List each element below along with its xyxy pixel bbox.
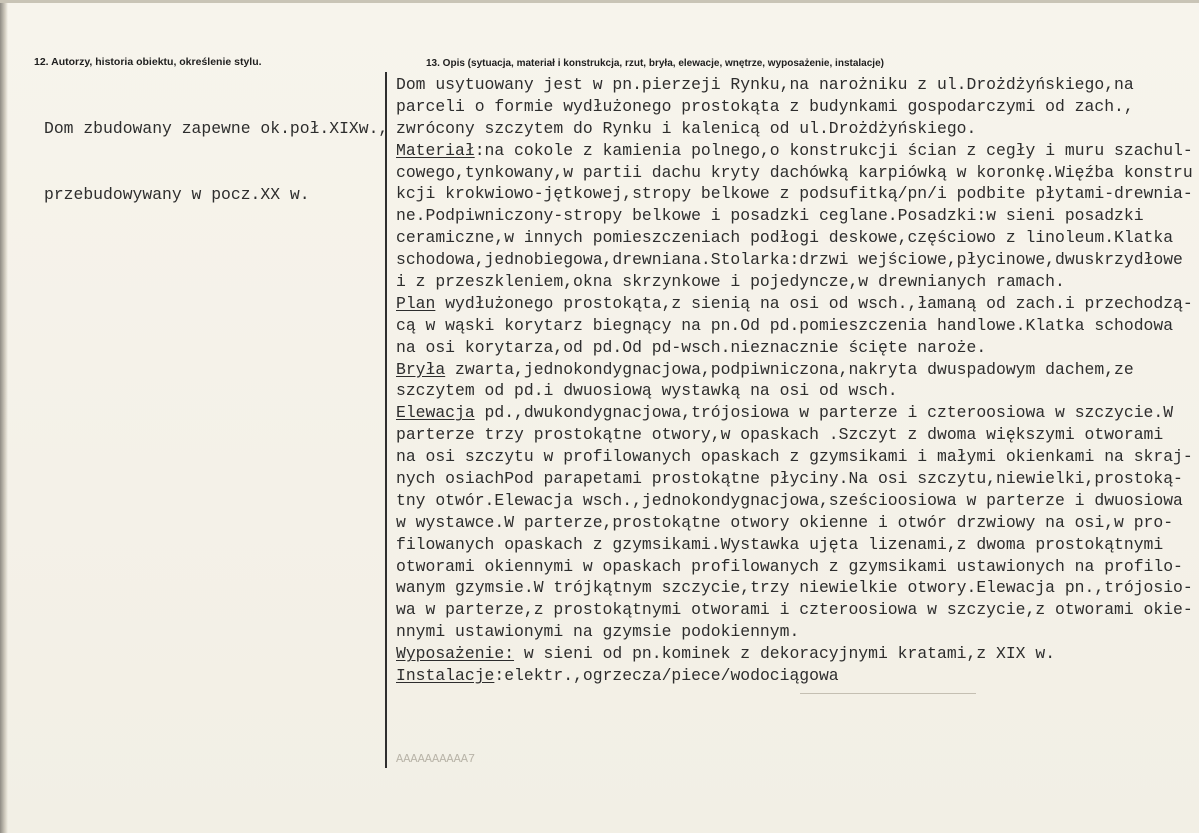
description-line: filowanych opaskach z gzymsikami.Wystawka ujęta lizenami,z dwoma prostokątnymi — [396, 534, 1164, 554]
footer-stamp: AAAAAAAAAA7 — [396, 752, 476, 766]
description-line: wa w parterze,z prostokątnymi otworami i czteroosiowa w szczycie,z otworami okie- — [396, 600, 1193, 620]
history-line: przebudowywany w pocz.XX w. — [44, 184, 310, 204]
description-line: i z przeszkleniem,okna skrzynkowe i pojedyncze,w drewnianych ramach. — [396, 272, 1065, 292]
description-line: Bryła zwarta,jednokondygnacjowa,podpiwniczona,nakryta dwuspadowym dachem,ze — [396, 359, 1134, 379]
description-line: cą w wąski korytarz biegnący na pn.Od pd.pomieszczenia handlowe.Klatka schodowa — [396, 315, 1174, 335]
description-line: nnymi ustawionymi na gzymsie podokiennym. — [396, 622, 800, 642]
description-line: tny otwór.Elewacja wsch.,jednokondygnacjowa,sześcioosiowa w parterze i dwuosiowa — [396, 490, 1183, 510]
description-line: Dom usytuowany jest w pn.pierzeji Rynku,na narożniku z ul.Drożdżyńskiego,na — [396, 75, 1134, 94]
section-heading: Wyposażenie: — [396, 644, 515, 664]
description-line: parterze trzy prostokątne otwory,w opaskach .Szczyt z dwoma większymi otworami — [396, 425, 1164, 445]
section-12-header: 12. Autorzy, historia obiektu, określenie stylu. — [34, 56, 262, 68]
section-13-header: 13. Opis (sytuacja, materiał i konstrukcja, rzut, bryła, elewacje, wnętrze, wyposażenie, instalacje) — [426, 58, 884, 69]
description-line: ceramiczne,w innych pomieszczeniach podłogi deskowe,częściowo z linoleum.Klatka — [396, 228, 1174, 248]
card-edge-shadow — [0, 0, 8, 833]
section-heading: Instalacje — [396, 666, 495, 686]
description-line: otworami okiennymi w opaskach profilowanych z gzymsikami ustawionych na profilo- — [396, 556, 1183, 576]
section-heading: Elewacja — [396, 403, 475, 423]
description-line: Instalacje:elektr.,ogrzecza/piece/wodociągowa — [396, 666, 839, 686]
section-heading: Materiał — [396, 140, 475, 160]
history-line: Dom zbudowany zapewne ok.poł.XIXw., — [44, 118, 389, 138]
faint-underline — [800, 693, 976, 694]
section-heading: Plan — [396, 293, 436, 313]
description-line: kcji krokwiowo-jętkowej,stropy belkowe z podsufitką/pn/i podbite płytami-drewnia- — [396, 184, 1193, 204]
description-line: Wyposażenie: w sieni od pn.kominek z dekoracyjnymi kratami,z XIX w. — [396, 644, 1056, 664]
section-heading: Bryła — [396, 359, 446, 379]
history-text — [44, 74, 388, 227]
description-line: nych osiachPod parapetami prostokątne płyciny.Na osi szczytu,niewielki,prostoką- — [396, 469, 1183, 489]
description-line: ne.Podpiwniczony-stropy belkowe i posadzki ceglane.Posadzki:w sieni posadzki — [396, 206, 1144, 226]
description-text — [396, 74, 1193, 687]
description-line: Elewacja pd.,dwukondygnacjowa,trójosiowa w parterze i czteroosiowa w szczycie.W — [396, 403, 1174, 423]
description-line: wanym gzymsie.W trójkątnym szczycie,trzy niewielkie otwory.Elewacja pn.,trójosio- — [396, 578, 1193, 598]
description-line: zwrócony szczytem do Rynku i kalenicą od ul.Drożdżyńskiego. — [396, 118, 977, 138]
description-line: Plan wydłużonego prostokąta,z sienią na osi od wsch.,łamaną od zach.i przechodzą- — [396, 293, 1193, 313]
description-line: na osi szczytu w profilowanych opaskach z gzymsikami i małymi okienkami na skraj- — [396, 447, 1193, 467]
card-top-edge — [0, 0, 1199, 3]
description-line: w wystawce.W parterze,prostokątne otwory okienne i otwór drzwiowy na osi,w pro- — [396, 512, 1174, 532]
description-line: szczytem od pd.i dwuosiową wystawką na osi od wsch. — [396, 381, 898, 401]
description-line: Materiał:na cokole z kamienia polnego,o konstrukcji ścian z cegły i muru szachul- — [396, 140, 1193, 160]
description-line: cowego,tynkowany,w partii dachu kryty dachówką karpiówką w koronkę.Więźba konstru — [396, 162, 1193, 182]
description-line: schodowa,jednobiegowa,drewniana.Stolarka:drzwi wejściowe,płycinowe,dwuskrzydłowe — [396, 250, 1183, 270]
description-line: na osi korytarza,od pd.Od pd-wsch.nieznacznie ścięte naroże. — [396, 337, 987, 357]
description-line: parceli o formie wydłużonego prostokąta z budynkami gospodarczymi od zach., — [396, 96, 1134, 116]
